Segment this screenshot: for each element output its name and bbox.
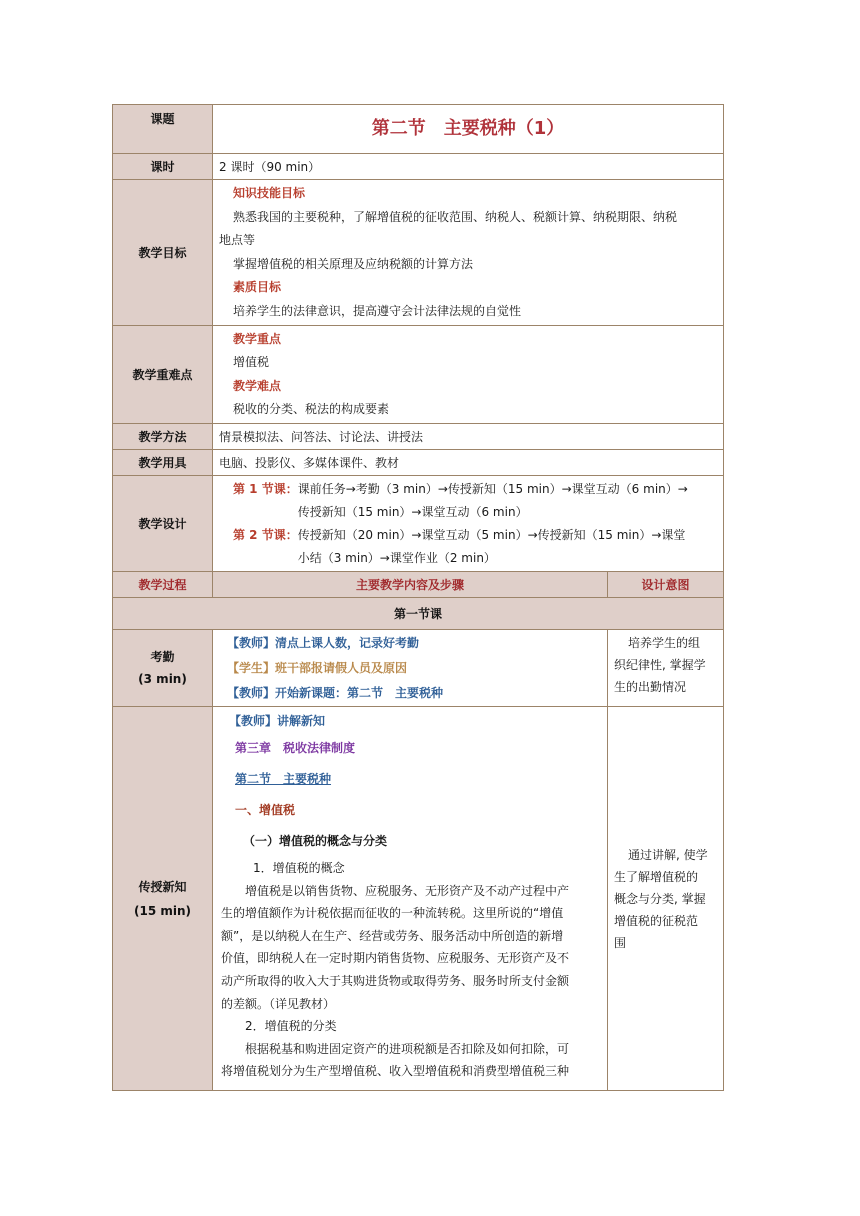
design-row [113,476,724,572]
method-value: 情景模拟法、问答法、讨论法、讲授法 [213,424,724,450]
lesson1-line-1: 课前任务→考勤（3 min）→传授新知（15 min）→课堂互动（6 min）→ [297,481,688,496]
teaching-chapter: 第三章 税收法律制度 [235,741,356,755]
hours-value: 2 课时（90 min） [213,154,724,180]
tools-value: 电脑、投影仪、多媒体课件、教材 [213,450,724,476]
teaching-para2-l2: 将增值税划分为生产型增值税、收入型增值税和消费型增值税三种 [221,1064,570,1079]
tools-row [113,450,724,476]
lesson1-text [298,478,688,524]
attendance-label: 考勤 [150,650,175,664]
attendance-label-cell [113,630,213,707]
teaching-intent-5: 围 [614,935,627,950]
keypoints-content [213,326,724,424]
difficult-value: 税收的分类、税法的构成要素 [233,402,390,416]
process-header-row [113,572,724,598]
teaching-intent-2: 生了解增值税的 [614,869,699,884]
lesson-plan-table [112,104,724,1091]
teaching-para1-l5: 动产所取得的收入大于其购进货物或取得劳务、服务时所支付金额 [221,973,570,988]
quality-heading: 素质目标 [233,280,282,294]
teaching-row [113,707,724,1091]
keypoints-row [113,326,724,424]
skill-line-2: 地点等 [219,233,256,247]
teaching-para2-l1: 根据税基和购进固定资产的进项税额是否扣除及如何扣除，可 [245,1041,570,1056]
skill-line-1: 熟悉我国的主要税种，了解增值税的征收范围、纳税人、税额计算、纳税期限、纳税 [233,209,678,224]
teaching-duration: (15 min) [133,903,191,918]
teaching-item-1: 1．增值税的概念 [253,861,345,875]
attendance-intent-3: 生的出勤情况 [614,680,687,694]
method-row [113,424,724,450]
attendance-intent [608,630,724,707]
attendance-intent-2: 织纪律性, 掌握学 [614,658,706,672]
lesson2-line-1: 传授新知（20 min）→课堂互动（5 min）→传授新知（15 min）→课堂 [297,527,686,542]
lesson2-line-2: 小结（3 min）→课堂作业（2 min） [297,550,496,565]
skill-heading: 知识技能目标 [233,186,306,200]
teaching-intent-3: 概念与分类, 掌握 [614,891,706,906]
hours-row [113,154,724,180]
lesson2-text [298,524,686,570]
difficult-heading: 教学难点 [233,378,282,393]
teaching-content [213,707,608,1091]
teaching-para1-l6: 的差额。（详见教材） [221,996,336,1011]
topic-title: 第二节 主要税种（1） [213,105,724,154]
teaching-intent [608,707,724,1091]
teaching-label: 传授新知 [138,879,187,894]
skill-line-3: 掌握增值税的相关原理及应纳税额的计算方法 [233,256,474,271]
attendance-intent-1: 培养学生的组 [628,636,701,650]
teaching-intent-4: 增值税的征税范 [614,913,699,928]
teaching-para1-l1: 增值税是以销售货物、应税服务、无形资产及不动产过程中产 [245,883,570,898]
process-col-intent: 设计意图 [608,572,724,598]
objectives-row [113,180,724,326]
key-heading: 教学重点 [233,331,282,346]
design-content [213,476,724,572]
objectives-content [213,180,724,326]
hours-label: 课时 [113,154,213,180]
teaching-label-cell [113,707,213,1091]
topic-label: 课题 [113,105,213,154]
method-label: 教学方法 [113,424,213,450]
teaching-intent-1: 通过讲解, 使学 [628,847,708,862]
attendance-steps [213,630,608,707]
lesson1-key: 第 1 节课： [233,481,298,496]
lesson1-plan [233,478,717,524]
keypoints-label: 教学重难点 [113,326,213,424]
teaching-section-wrap [221,764,599,795]
attendance-step-1: 【教师】清点上课人数，记录好考勤 [227,635,420,650]
teaching-section: 第二节 主要税种 [235,772,332,786]
teaching-para1-l2: 生的增值额作为计税依据而征收的一种流转税。这里所说的“增值 [221,906,564,921]
lesson2-plan [233,524,717,570]
attendance-step-2: 【学生】班干部报请假人员及原因 [227,660,408,675]
attendance-duration: (3 min) [138,672,187,686]
lesson1-line-2: 传授新知（15 min）→课堂互动（6 min） [297,504,528,519]
teaching-para1-l3: 额”，是以纳税人在生产、经营或劳务、服务活动中所创造的新增 [221,928,564,943]
key-value: 增值税 [233,355,270,369]
teaching-subpart: （一）增值税的概念与分类 [243,834,388,848]
quality-line: 培养学生的法律意识，提高遵守会计法律法规的自觉性 [233,303,522,318]
teaching-part: 一、增值税 [235,803,296,817]
section-row [113,598,724,630]
teaching-item-2: 2．增值税的分类 [245,1019,337,1034]
tools-label: 教学用具 [113,450,213,476]
process-col-content: 主要教学内容及步骤 [213,572,608,598]
topic-row [113,105,724,154]
objectives-label: 教学目标 [113,180,213,326]
teaching-para1-l4: 价值，即纳税人在一定时期内销售货物、应税服务、无形资产及不 [221,951,570,966]
design-label: 教学设计 [113,476,213,572]
lesson2-key: 第 2 节课： [233,527,298,542]
attendance-row [113,630,724,707]
teaching-teacher: 【教师】讲解新知 [229,714,326,728]
attendance-step-3: 【教师】开始新课题：第二节 主要税种 [227,685,444,700]
section-title: 第一节课 [113,598,724,630]
teaching-body [221,857,599,1083]
process-col-stage: 教学过程 [113,572,213,598]
